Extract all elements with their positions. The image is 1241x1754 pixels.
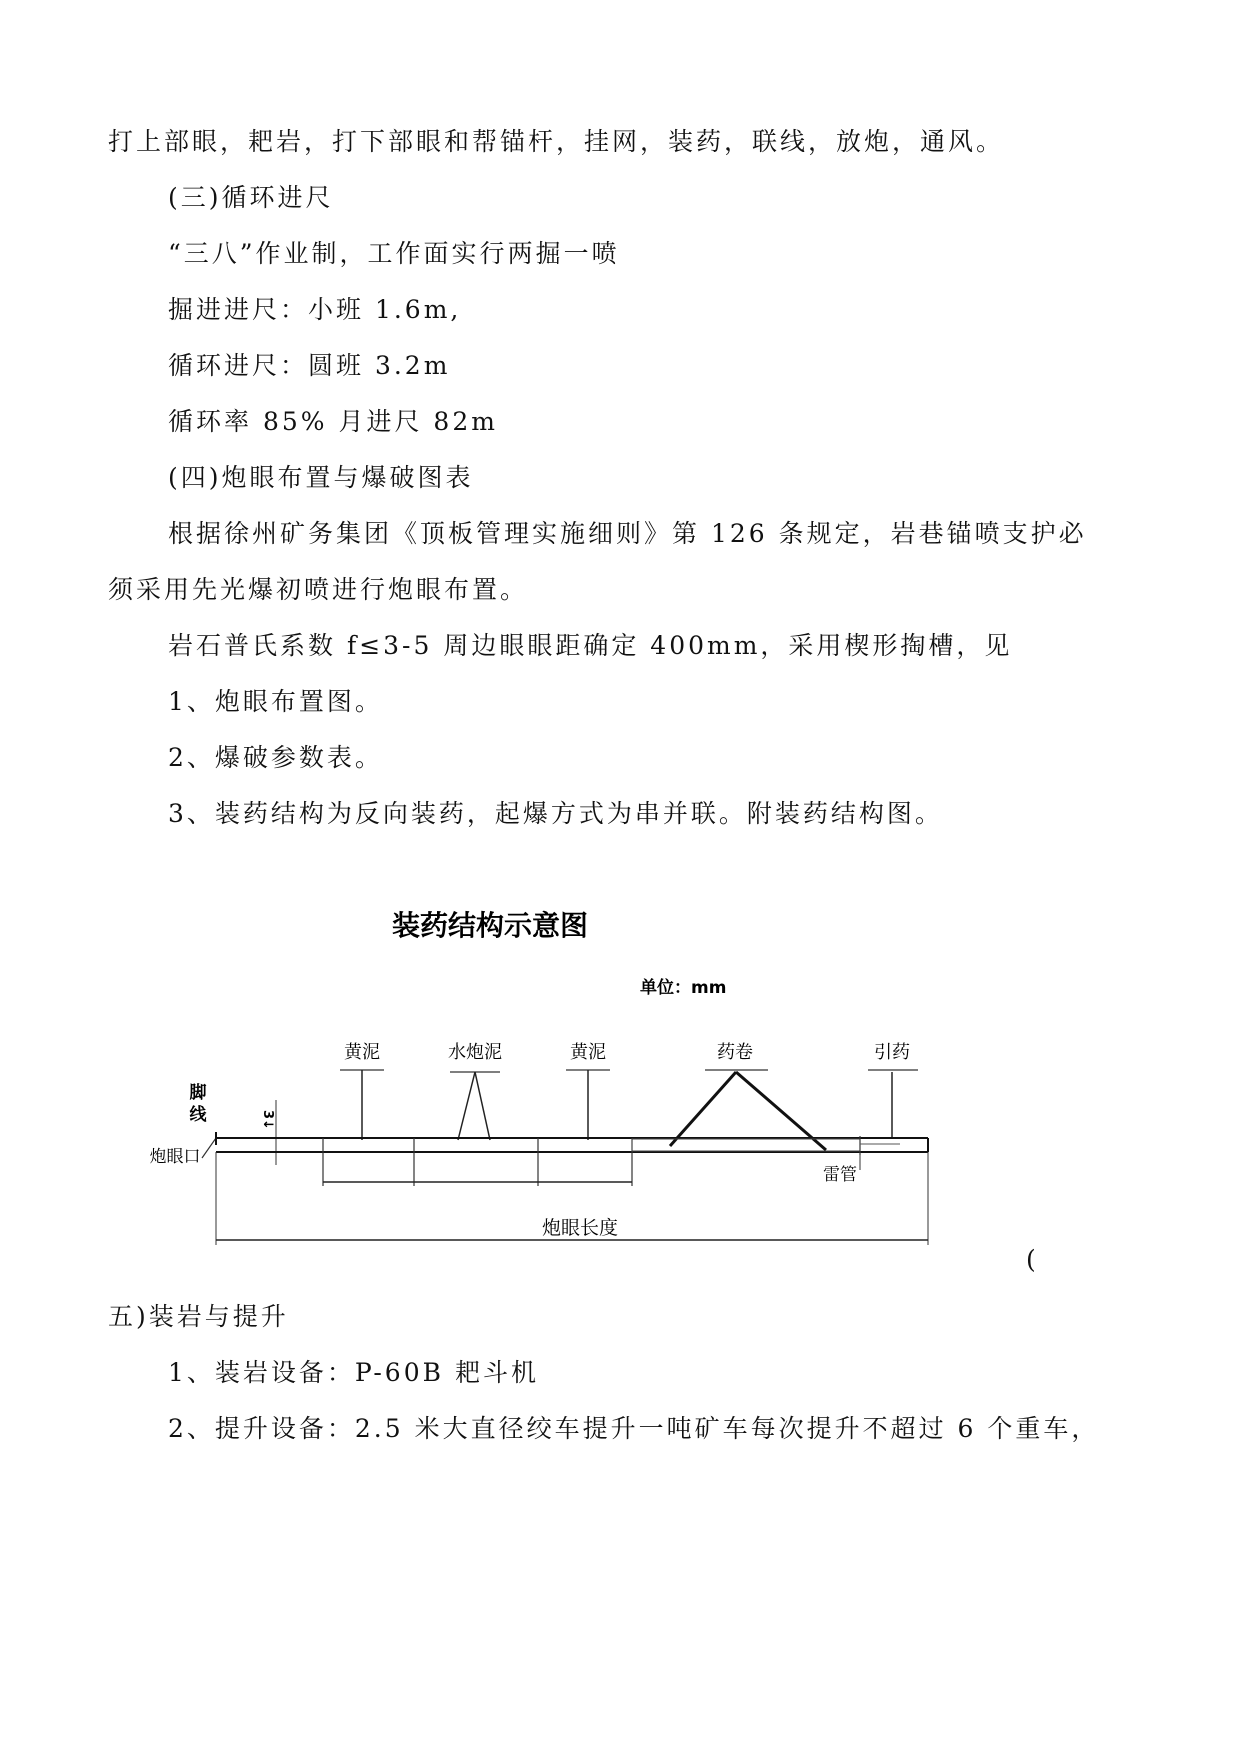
stray-parenthesis: ( [1026,1245,1039,1274]
paragraph-3: 掘进进尺：小班 1.6m, [168,295,462,324]
water-mud-leader-left [458,1072,475,1140]
list-item-equipment-1: 1、装岩设备：P-60B 耙斗机 [168,1358,539,1387]
list-item-1: 1、炮眼布置图。 [168,687,383,716]
label-water-mud: 水炮泥 [448,1042,502,1063]
label-leg-wire: 脚线 [189,1083,207,1125]
paragraph-8: 岩石普氏系数 f≤3-5 周边眼眼距确定 400mm，采用楔形掏槽，见 [168,631,1013,660]
list-item-equipment-2: 2、提升设备：2.5 米大直径绞车提升一吨矿车每次提升不超过 6 个重车， [168,1414,1100,1443]
water-mud-leader-right [475,1072,490,1140]
list-item-3: 3、装药结构为反向装药，起爆方式为串并联。附装药结构图。 [168,799,943,828]
paragraph-7: 须采用先光爆初喷进行炮眼布置。 [108,575,529,604]
paragraph-1: 打上部眼，耙岩，打下部眼和帮锚杆，挂网，装药，联线，放炮，通风。 [108,127,1005,156]
charge-structure-diagram [140,900,980,1280]
label-hole-length: 炮眼长度 [541,1217,619,1239]
section-heading-3: (三)循环进尺 [168,183,334,212]
label-mud-1: 黄泥 [344,1042,380,1063]
diagram-svg [140,900,980,1280]
paragraph-2: “三八”作业制，工作面实行两掘一喷 [168,239,620,268]
paragraph-4: 循环进尺：圆班 3.2m [168,351,451,380]
paragraph-5: 循环率 85% 月进尺 82m [168,407,498,436]
section-heading-4: (四)炮眼布置与爆破图表 [168,463,474,492]
small-dimension: 3↓ [260,1110,275,1130]
section-heading-5: 五)装岩与提升 [108,1302,289,1331]
paragraph-6: 根据徐州矿务集团《顶板管理实施细则》第 126 条规定，岩巷锚喷支护必 [168,519,1087,548]
cartridge-leader-left [670,1072,736,1146]
hole-mouth-pointer [202,1138,216,1158]
label-mud-2: 黄泥 [570,1042,606,1063]
label-cartridge: 药卷 [717,1042,753,1063]
diagram-title: 装药结构示意图 [391,909,589,942]
label-primer: 引药 [874,1042,910,1063]
label-hole-mouth: 炮眼口 [149,1147,201,1167]
list-item-2: 2、爆破参数表。 [168,743,383,772]
label-detonator: 雷管 [823,1165,857,1185]
unit-label: 单位：mm [640,978,727,998]
